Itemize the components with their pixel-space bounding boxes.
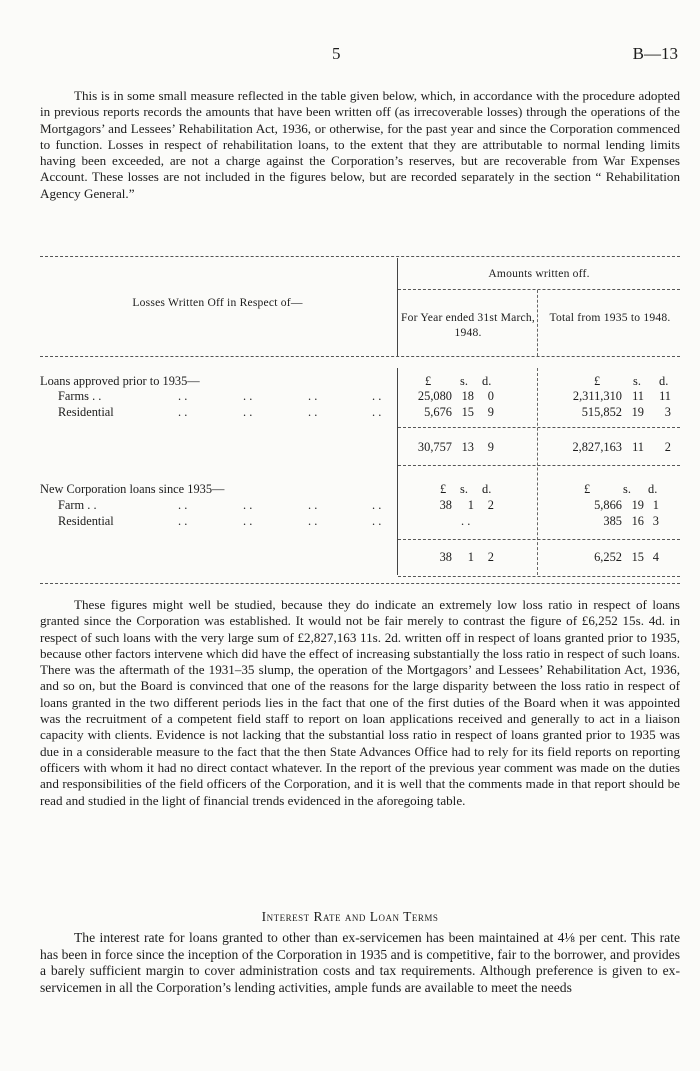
shilling-symbol: s. — [460, 374, 468, 388]
intro-paragraph: This is in some small measure reflected in the table given below, which, in accordance with the procedure adopted in previous reports records the amounts that have been written off (as irrecoverable losses) through the operations of the Mortgagors’ and Lessees’ Rehabilitation Act, 1936, or otherwise, for the past year and since the Corporation commenced to function. Losses in respect of rehabilitation loans, to the extent that they are attributable to normal lending limits having been exceeded, are not a charge against the Corporation’s reserves, but are recoverable from War Expenses Account. These losses are not included in the figures below, but are recorded separately in the section “ Rehabilitation Agency General.” — [40, 88, 680, 201]
page-number: 5 — [332, 44, 341, 63]
amount-pounds: 385 — [603, 514, 622, 528]
total-pounds: 30,757 — [417, 440, 452, 454]
leader-dots: . . — [243, 514, 253, 528]
pound-symbol: £ — [440, 482, 447, 496]
total-pence: 9 — [487, 440, 494, 454]
section2-title: New Corporation loans since 1935— — [40, 482, 225, 496]
leader-dots: . . — [308, 514, 318, 528]
total-pounds: 38 — [439, 550, 452, 564]
pound-symbol: £ — [584, 482, 591, 496]
interest-rate: 4⅛ — [557, 930, 575, 945]
amount-pence: 3 — [652, 514, 659, 528]
amount-pence: 1 — [652, 498, 659, 512]
leader-dots: . . — [243, 405, 253, 419]
amount-shillings: 16 — [631, 514, 644, 528]
leader-dots: . . — [372, 389, 382, 403]
column-divider-body — [537, 368, 538, 575]
amount-shillings: 19 — [631, 405, 644, 419]
amount-pounds: 38 — [439, 498, 452, 512]
nil-entry: . . — [461, 514, 471, 528]
shilling-symbol: s. — [633, 374, 641, 388]
interest-paragraph — [40, 930, 680, 996]
amount-shillings: 19 — [631, 498, 644, 512]
subtotal-bottom-rule — [398, 576, 680, 577]
subtotal-top-rule — [398, 427, 680, 428]
shilling-symbol: s. — [623, 482, 631, 496]
shilling-symbol: s. — [460, 482, 468, 496]
total-shillings: 13 — [461, 440, 474, 454]
table-bottom-rule — [40, 583, 680, 584]
leader-dots: . . — [178, 514, 188, 528]
total-pounds: 6,252 — [594, 550, 622, 564]
total-shillings: 1 — [467, 550, 474, 564]
row-label: Farm . . — [58, 498, 97, 512]
interest-text-rest: per cent. This rate has been in force since the inception of the Corporation in 1935 and is competitive, fair to the borrower, and provides a barely sufficient margin to cover administration costs and tax requirements. Although preference is given to ex-servicemen in all the Corporation’s lending activities, ample funds are available to meet the needs — [40, 930, 680, 995]
leader-dots: . . — [372, 498, 382, 512]
analysis-paragraph: These figures might well be studied, because they do indicate an extremely low loss ratio in respect of loans granted since the Corporation was established. It would not be fair merely to contrast the figure of £6,252 15s. 4d. in respect of such loans with the very large sum of £2,827,163 11s. 2d. written off in respect of loans granted prior to 1935, because other factors intervene which did have the effect of increasing substantially the loss ratio in respect of such loans. There was the aftermath of the 1931–35 slump, the operation of the Mortgagors’ and Lessees’ Rehabilitation Act, 1936, and so on, but the Board is convinced that one of the reasons for the large disparity between the loss ratio in respect of loans granted in the two different periods lies in the fact that one of the first duties of the Board when it was appointed was the recruitment of a competent field staff to report on loan applications received and generally to act in a liaison capacity with clients. Evidence is not lacking that the substantial loss ratio in respect of loans granted prior to 1935 was due in a considerable measure to the fact that the then State Advances Office had to rely for its field reports on reporting officers with whom it had no direct contact whatever. In the report of the previous year comment was made on the duties and responsibilities of the field officers of the Corporation, and it is well that the comments made in that report should be read and studied in the light of financial trends evidenced in the aforegoing table. — [40, 597, 680, 808]
section-heading: Interest Rate and Loan Terms — [261, 909, 439, 924]
amount-pence: 0 — [487, 389, 494, 403]
document-code: B—13 — [632, 44, 678, 63]
subtotal-top-rule — [398, 539, 680, 540]
section1-title: Loans approved prior to 1935— — [40, 374, 200, 388]
leader-dots: . . — [243, 389, 253, 403]
body-divider — [397, 368, 398, 575]
total-pence: 2 — [487, 550, 494, 564]
interest-text-start: The interest rate for loans granted to other than ex-servicemen has been maintained at — [74, 930, 558, 945]
leader-dots: . . — [178, 498, 188, 512]
amount-pounds: 515,852 — [581, 405, 622, 419]
stub-header: Losses Written Off in Respect of— — [132, 296, 303, 309]
amount-pence: 9 — [487, 405, 494, 419]
table-top-rule — [40, 256, 680, 257]
pound-symbol: £ — [425, 374, 432, 388]
amount-pence: 11 — [659, 389, 671, 403]
amount-shillings: 1 — [467, 498, 474, 512]
amount-shillings: 11 — [632, 389, 644, 403]
amount-pounds: 5,676 — [424, 405, 452, 419]
total-pounds: 2,827,163 — [572, 440, 622, 454]
col2-header: Total from 1935 to 1948. — [549, 311, 671, 324]
leader-dots: . . — [372, 514, 382, 528]
total-pence: 2 — [664, 440, 671, 454]
leader-dots: . . — [308, 498, 318, 512]
amount-pence: 2 — [487, 498, 494, 512]
column-divider-header — [537, 290, 538, 356]
pound-symbol: £ — [594, 374, 601, 388]
total-shillings: 15 — [631, 550, 644, 564]
pence-symbol: d. — [482, 482, 492, 496]
leader-dots: . . — [178, 405, 188, 419]
amount-pounds: 25,080 — [417, 389, 452, 403]
leader-dots: . . — [178, 389, 188, 403]
pence-symbol: d. — [659, 374, 669, 388]
amount-pounds: 2,311,310 — [572, 389, 622, 403]
pence-symbol: d. — [482, 374, 492, 388]
group-header: Amounts written off. — [488, 267, 590, 280]
amount-pounds: 5,866 — [594, 498, 622, 512]
pence-symbol: d. — [648, 482, 658, 496]
leader-dots: . . — [308, 389, 318, 403]
amount-shillings: 18 — [461, 389, 474, 403]
total-pence: 4 — [652, 550, 659, 564]
row-label: Residential — [58, 405, 114, 419]
group-header-rule — [398, 289, 680, 290]
leader-dots: . . — [372, 405, 382, 419]
col1-header: For Year ended 31st March, 1948. — [401, 311, 535, 339]
leader-dots: . . — [308, 405, 318, 419]
header-bottom-rule — [40, 356, 680, 357]
amount-pence: 3 — [664, 405, 671, 419]
subtotal-bottom-rule — [398, 465, 680, 466]
total-shillings: 11 — [632, 440, 644, 454]
leader-dots: . . — [243, 498, 253, 512]
amount-shillings: 15 — [461, 405, 474, 419]
row-label: Residential — [58, 514, 114, 528]
row-label: Farms . . — [58, 389, 102, 403]
